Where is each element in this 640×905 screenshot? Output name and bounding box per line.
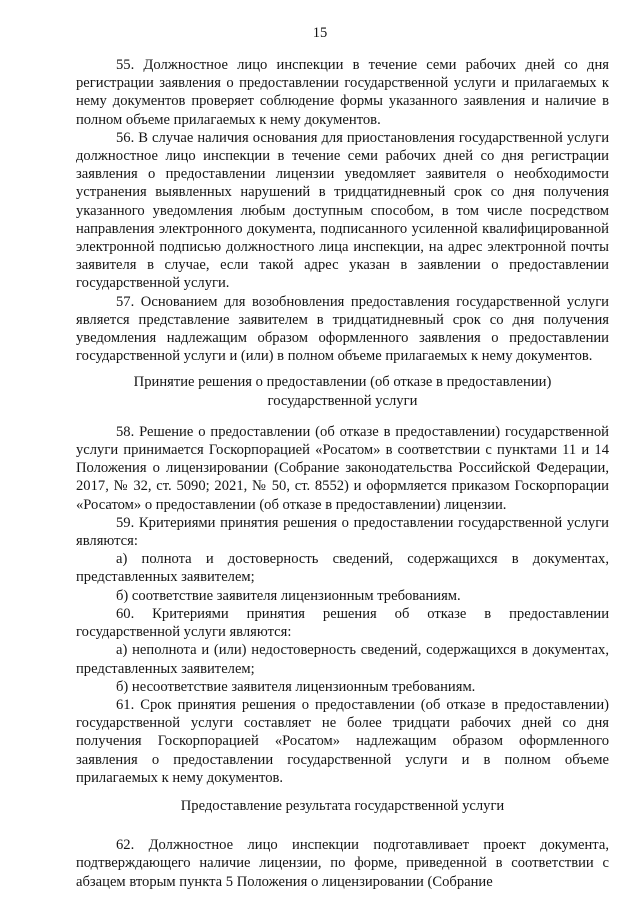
paragraph-61: 61. Срок принятия решения о предоставлении (об отказе в предоставлении) государственной услуги составляет не более тридцати рабочих дней со дня получения Госкорпорацией «Росатом» надлежащим образом оформленного заявления о предоставлении государственной услуги и в полном объеме прилагаемых к нему документов. xyxy=(76,696,609,786)
paragraph-60: 60. Критериями принятия решения об отказе в предоставлении государственной услуги являются: xyxy=(76,605,609,641)
paragraph-60-b: б) несоответствие заявителя лицензионным требованиям. xyxy=(116,678,476,695)
document-body xyxy=(76,56,609,891)
section-heading-decision xyxy=(76,373,609,409)
paragraph-59-b: б) соответствие заявителя лицензионным требованиям. xyxy=(116,587,461,604)
paragraph-56: 56. В случае наличия основания для приостановления государственной услуги должностное лицо инспекции в течение семи рабочих дней со дня регистрации заявления о предоставлении лицензии уведомляет заявителя о необходимости устранения выявленных нарушений в тридцатидневный срок со дня получения указанного уведомления любым доступным способом, в том числе посредством направления электронного документа, подписанного усиленной квалифицированной электронной подписью должностного лица инспекции, на адрес электронной почты заявителя в случае, если такой адрес указан в заявлении о предоставлении государственной услуги. xyxy=(76,129,609,292)
section-heading-decision-line2: государственной услуги xyxy=(267,392,418,409)
section-heading-decision-line1: Принятие решения о предоставлении (об отказе в предоставлении) xyxy=(133,374,552,391)
paragraph-60-a: а) неполнота и (или) недостоверность сведений, содержащихся в документах, представленных заявителем; xyxy=(76,642,609,677)
paragraph-59: 59. Критериями принятия решения о предоставлении государственной услуги являются: xyxy=(76,514,609,550)
section-heading-result: Предоставление результата государственной услуги xyxy=(180,797,505,814)
paragraph-59-a: а) полнота и достоверность сведений, содержащихся в документах, представленных заявителем; xyxy=(76,551,609,586)
paragraph-62: 62. Должностное лицо инспекции подготавливает проект документа, подтверждающего наличие лицензии, по форме, приведенной в соответствии с абзацем вторым пункта 5 Положения о лицензировании (Собрание xyxy=(76,837,609,890)
page-number: 15 xyxy=(312,25,328,41)
paragraph-58: 58. Решение о предоставлении (об отказе в предоставлении) государственной услуги принимается Госкорпорацией «Росатом» в соответствии с пунктами 11 и 14 Положения о лицензировании (Собрание законодательства Российской Федерации, 2017, № 32, ст. 5090; 2021, № 50, ст. 8552) и оформляется приказом Госкорпорации «Росатом» о предоставлении (об отказе в предоставлении) лицензии. xyxy=(76,423,609,513)
paragraph-57: 57. Основанием для возобновления предоставления государственной услуги является представление заявителем в тридцатидневный срок со дня получения уведомления надлежащим образом оформленного заявления о предоставлении государственной услуги и (или) в полном объеме прилагаемых к нему документов. xyxy=(76,293,609,365)
paragraph-55: 55. Должностное лицо инспекции в течение семи рабочих дней со дня регистрации заявления о предоставлении государственной услуги и прилагаемых к нему документов проверяет соблюдение формы указанного заявления и наличие в полном объеме прилагаемых к нему документов. xyxy=(76,57,609,128)
